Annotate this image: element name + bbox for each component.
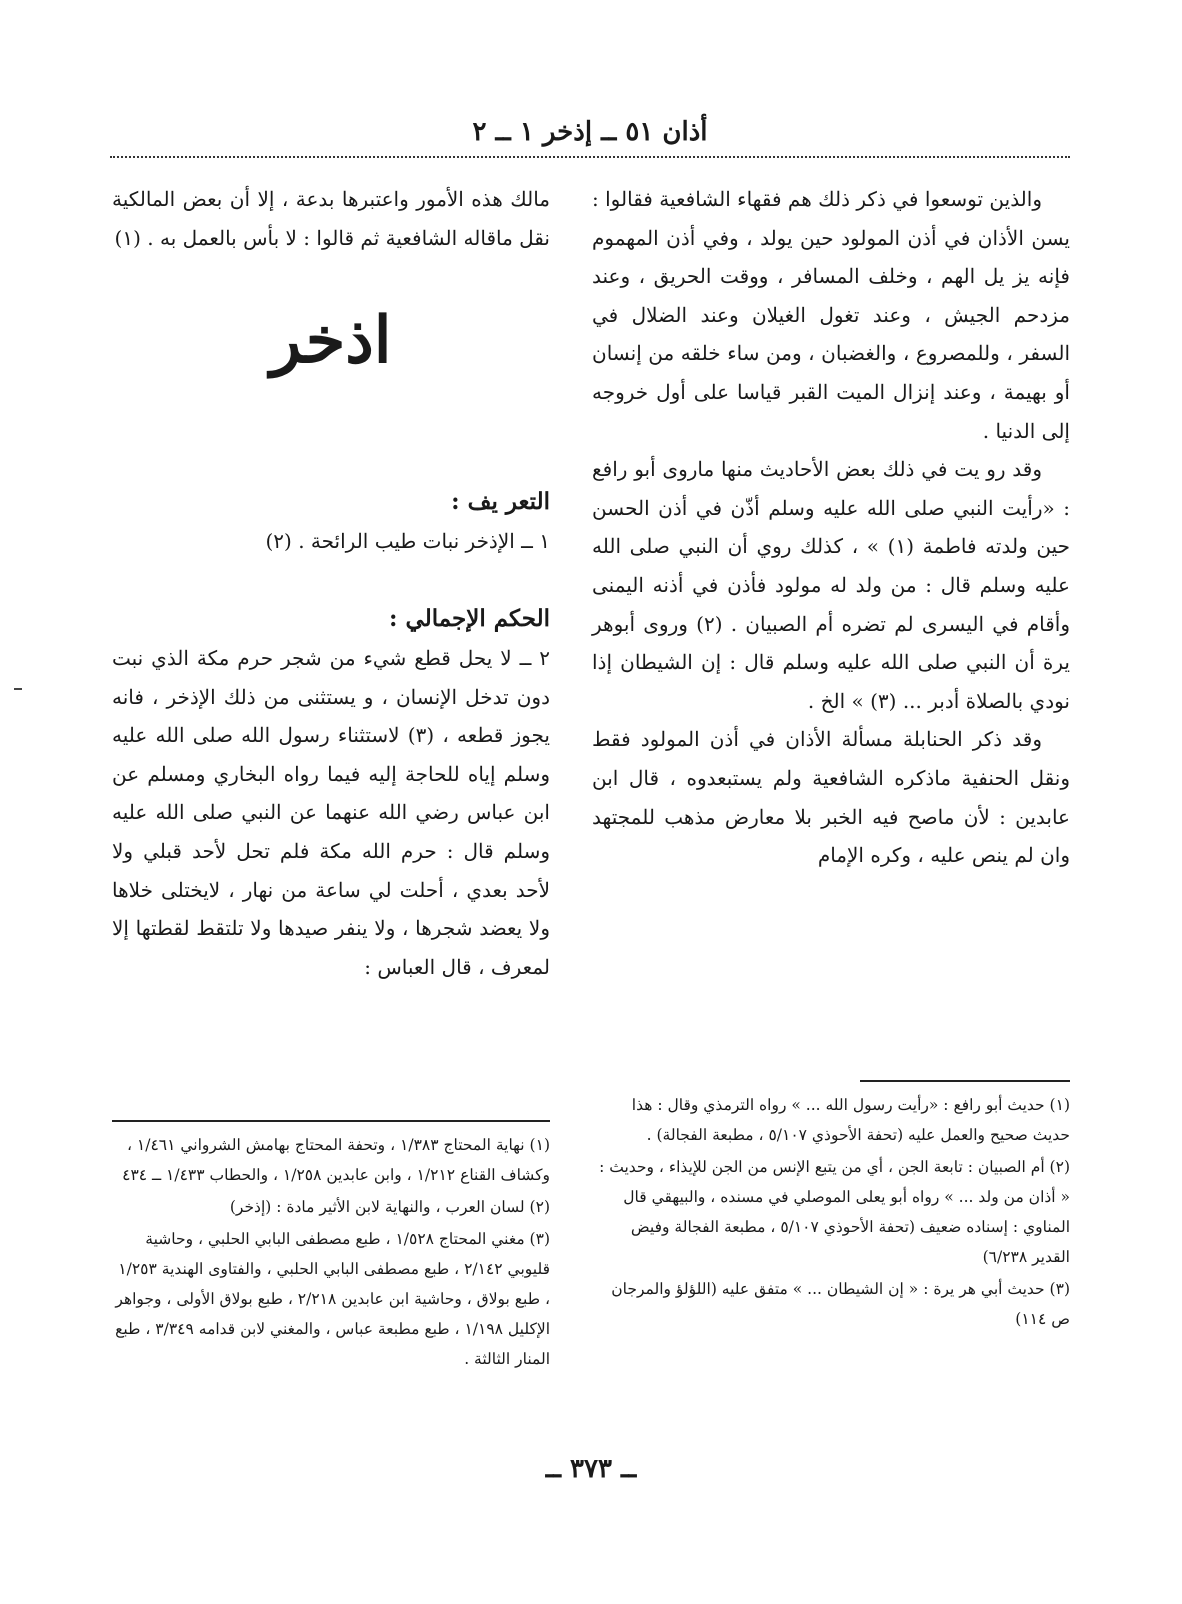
page-number: ــ ٣٧٣ ــ xyxy=(545,1454,637,1484)
right-column xyxy=(592,180,1070,875)
paragraph: وقد ذكر الحنابلة مسألة الأذان في أذن المولود فقط ونقل الحنفية ماذكره الشافعية ولم يستبعدوه ، قال ابن عابدين : لأن ماصح فيه الخبر بلا معارض مذهب للمجتهد وان لم ينص عليه ، وكره الإمام xyxy=(592,727,1070,868)
footnote: (٢) أم الصبيان : تابعة الجن ، أي من يتبع الإنس من الجن للإيذاء ، وحديث : « أذان من ولد ... » رواه أبو يعلى الموصلي في مسنده ، والبيهقي قال المناوي : إسناده ضعيف (تحفة الأحوذي ٥/١٠٧ ، مطبعة الفجالة وفيض القدير ٦/٢٣٨) xyxy=(599,1158,1070,1266)
left-column xyxy=(112,180,550,986)
ruling-paragraph: ٢ ــ لا يحل قطع شيء من شجر حرم مكة الذي نبت دون تدخل الإنسان ، و يستثنى من ذلك الإذخر ، فانه يجوز قطعه ، (٣) لاستثناء رسول الله صلى الله عليه وسلم إياه للحاجة إليه فيما رواه البخاري ومسلم عن ابن عباس رضي الله عنهما عن النبي صلى الله عليه وسلم قال : حرم الله مكة فلم تحل لأحد قبلي ولا لأحد بعدي ، أحلت لي ساعة من نهار ، لايختلى خلاها ولا يعضد شجرها ، ولا ينفر صيدها ولا تلتقط لقطتها إلا لمعرف ، قال العباس : xyxy=(112,645,550,979)
paragraph: وقد رو يت في ذلك بعض الأحاديث منها ماروى أبو رافع : «رأيت النبي صلى الله عليه وسلم أذّن في أذن الحسن حين ولدته فاطمة (١) » ، كذلك روي أن النبي صلى الله عليه وسلم قال : من ولد له مولود فأذن في أذنه اليمنى وأقام في اليسرى لم تضره أم الصبيان . (٢) وروى أبوهر يرة أن النبي صلى الله عليه وسلم قال : إن الشيطان إذا نودي بالصلاة أدبر ... (٣) » الخ . xyxy=(592,457,1070,713)
paragraph: مالك هذه الأمور واعتبرها بدعة ، إلا أن بعض المالكية نقل ماقاله الشافعية ثم قالوا : لا بأس بالعمل به . (١) xyxy=(112,187,550,250)
page-header: أذان ٥١ ــ إذخر ١ ــ ٢ xyxy=(472,117,708,147)
right-footnotes xyxy=(592,1080,1070,1336)
ruling-heading: الحكم الإجمالي : xyxy=(389,605,550,633)
footnote: (١) حديث أبو رافع : «رأيت رسول الله ... » رواه الترمذي وقال : هذا حديث صحيح والعمل عليه (تحفة الأحوذي ٥/١٠٧ ، مطبعة الفجالة) . xyxy=(631,1096,1070,1144)
footnote: (٣) حديث أبي هر يرة : « إن الشيطان ... » متفق عليه (اللؤلؤ والمرجان ص ١١٤) xyxy=(611,1280,1070,1328)
margin-mark xyxy=(14,688,22,690)
header-dotted-rule xyxy=(110,156,1070,158)
footnote-divider xyxy=(860,1080,1070,1082)
footnote: (١) نهاية المحتاج ١/٣٨٣ ، وتحفة المحتاج بهامش الشرواني ١/٤٦١ ، وكشاف القناع ١/٢١٢ ، وابن عابدين ١/٢٥٨ ، والحطاب ١/٤٣٣ ــ ٤٣٤ xyxy=(122,1136,550,1184)
entry-title: اذخر xyxy=(270,303,392,379)
definition-paragraph: ١ ــ الإذخر نبات طيب الرائحة . (٢) xyxy=(265,528,550,553)
definition-heading: التعر يف : xyxy=(451,488,550,516)
left-footnotes xyxy=(112,1120,550,1376)
footnote-divider xyxy=(112,1120,550,1122)
footnote: (٣) مغني المحتاج ١/٥٢٨ ، طبع مصطفى البابي الحلبي ، وحاشية قليوبي ٢/١٤٢ ، طبع مصطفى البابي الحلبي ، والفتاوى الهندية ١/٢٥٣ ، طبع بولاق ، وحاشية ابن عابدين ٢/٢١٨ ، طبع بولاق الأولى ، وجواهر الإكليل ١/١٩٨ ، طبع مطبعة عباس ، والمغني لابن قدامه ٣/٣٤٩ ، طبع المنار الثالثة . xyxy=(115,1230,550,1368)
footnote: (٢) لسان العرب ، والنهاية لابن الأثير مادة : (إذخر) xyxy=(229,1198,550,1216)
paragraph: والذين توسعوا في ذكر ذلك هم فقهاء الشافعية فقالوا : يسن الأذان في أذن المولود حين يولد ، وفي أذن المهموم فإنه يز يل الهم ، وخلف المسافر ، ووقت الحريق ، وعند مزدحم الجيش ، وعند تغول الغيلان وعند الضلال في السفر ، وللمصروع ، والغضبان ، ومن ساء خلقه من إنسان أو بهيمة ، وعند إنزال الميت القبر قياسا على أول خروجه إلى الدنيا . xyxy=(592,187,1070,443)
